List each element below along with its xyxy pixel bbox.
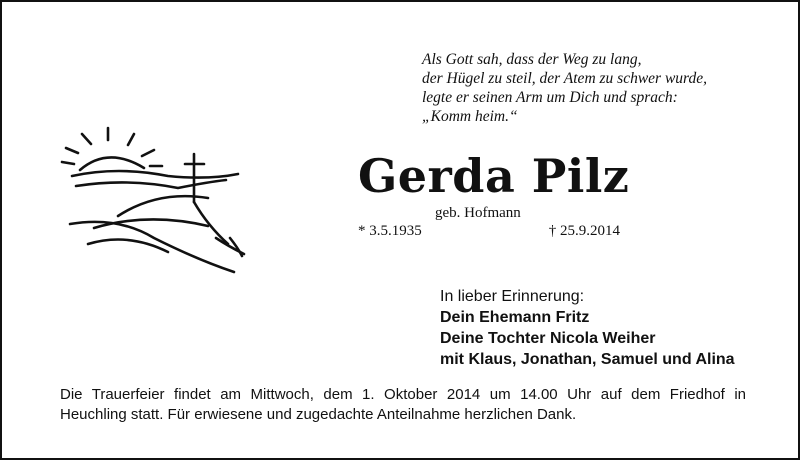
poem-line-1: Als Gott sah, dass der Weg zu lang,	[422, 51, 642, 68]
poem-line-4: „Komm heim.“	[422, 108, 518, 125]
sunset-hills-cross-icon	[58, 120, 258, 280]
poem-line-2: der Hügel zu steil, der Atem zu schwer wurde,	[422, 70, 708, 87]
birth-name: geb. Hofmann	[435, 205, 521, 221]
mourner-line-2: Deine Tochter Nicola Weiher	[440, 330, 656, 347]
mourners-intro: In lieber Erinnerung:	[440, 288, 585, 305]
mourner-line-1: Dein Ehemann Fritz	[440, 309, 590, 326]
birth-date: * 3.5.1935	[358, 223, 422, 239]
death-date: † 25.9.2014	[548, 223, 620, 239]
mourner-line-3: mit Klaus, Jonathan, Samuel und Alina	[440, 351, 735, 368]
mourners-block	[440, 286, 735, 370]
ceremony-line-2: Heuchling statt. Für erwiesene und zugedachte Anteilnahme herzlichen Dank.	[60, 406, 577, 423]
poem-line-3: legte er seinen Arm um Dich und sprach:	[422, 89, 678, 106]
ceremony-text	[60, 385, 746, 425]
poem	[422, 50, 707, 126]
life-dates	[358, 223, 620, 240]
deceased-name: Gerda Pilz	[358, 149, 630, 203]
ceremony-line-1: Die Trauerfeier findet am Mittwoch, dem 1. Oktober 2014 um 14.00 Uhr auf dem Friedhof in	[60, 386, 746, 403]
